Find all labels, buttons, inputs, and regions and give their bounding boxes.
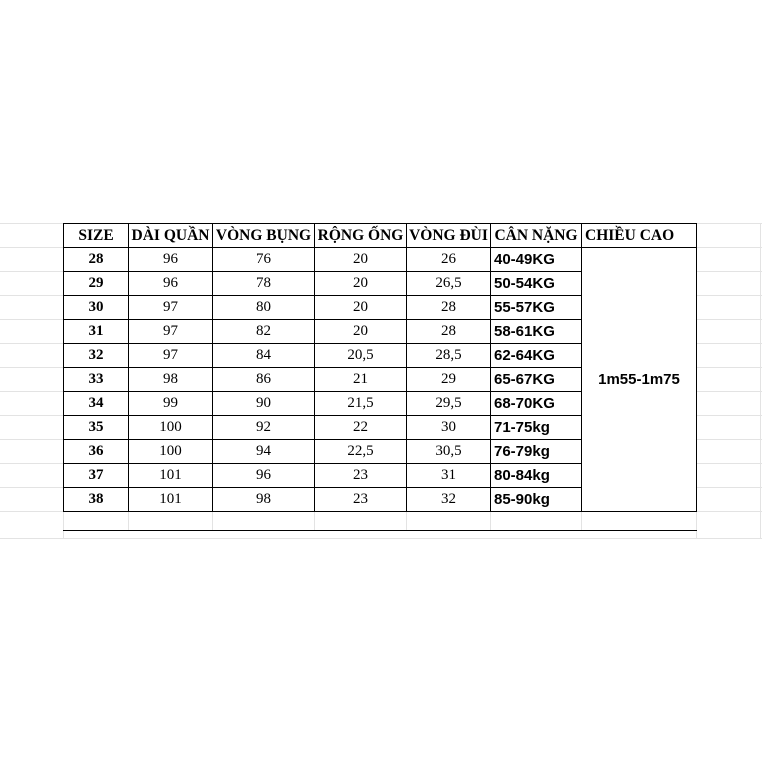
header-length: DÀI QUẦN <box>129 224 213 248</box>
cell-length: 97 <box>129 344 213 368</box>
empty-cell <box>407 512 491 531</box>
cell-leg-opening: 20 <box>315 248 407 272</box>
empty-cell <box>491 512 582 531</box>
cell-leg-opening: 20,5 <box>315 344 407 368</box>
cell-waist: 84 <box>213 344 315 368</box>
cell-size: 32 <box>64 344 129 368</box>
grid-line <box>760 223 761 539</box>
cell-length: 97 <box>129 320 213 344</box>
cell-size: 29 <box>64 272 129 296</box>
empty-cell <box>315 512 407 531</box>
cell-size: 34 <box>64 392 129 416</box>
header-weight: CÂN NẶNG <box>491 224 582 248</box>
header-thigh: VÒNG ĐÙI <box>407 224 491 248</box>
cell-thigh: 28,5 <box>407 344 491 368</box>
cell-size: 33 <box>64 368 129 392</box>
grid-line <box>0 538 762 539</box>
cell-size: 38 <box>64 488 129 512</box>
cell-leg-opening: 22 <box>315 416 407 440</box>
cell-waist: 90 <box>213 392 315 416</box>
cell-leg-opening: 20 <box>315 320 407 344</box>
cell-weight: 58-61KG <box>491 320 582 344</box>
cell-weight: 71-75kg <box>491 416 582 440</box>
cell-length: 96 <box>129 248 213 272</box>
cell-length: 100 <box>129 416 213 440</box>
cell-weight: 55-57KG <box>491 296 582 320</box>
empty-cell <box>64 512 129 531</box>
cell-size: 36 <box>64 440 129 464</box>
cell-waist: 98 <box>213 488 315 512</box>
empty-cell <box>129 512 213 531</box>
empty-cell <box>582 512 697 531</box>
empty-cell <box>213 512 315 531</box>
cell-waist: 92 <box>213 416 315 440</box>
cell-waist: 86 <box>213 368 315 392</box>
table-row <box>64 248 697 272</box>
cell-length: 100 <box>129 440 213 464</box>
cell-size: 28 <box>64 248 129 272</box>
cell-leg-opening: 21 <box>315 368 407 392</box>
cell-leg-opening: 23 <box>315 464 407 488</box>
size-chart-table <box>63 223 697 531</box>
cell-waist: 80 <box>213 296 315 320</box>
cell-leg-opening: 20 <box>315 296 407 320</box>
cell-length: 101 <box>129 488 213 512</box>
empty-row <box>64 512 697 531</box>
cell-weight: 50-54KG <box>491 272 582 296</box>
cell-size: 31 <box>64 320 129 344</box>
cell-thigh: 26 <box>407 248 491 272</box>
cell-weight: 68-70KG <box>491 392 582 416</box>
header-size: SIZE <box>64 224 129 248</box>
cell-waist: 94 <box>213 440 315 464</box>
header-waist: VÒNG BỤNG <box>213 224 315 248</box>
cell-length: 98 <box>129 368 213 392</box>
cell-thigh: 29,5 <box>407 392 491 416</box>
cell-thigh: 31 <box>407 464 491 488</box>
cell-length: 97 <box>129 296 213 320</box>
header-leg-opening: RỘNG ỐNG <box>315 224 407 248</box>
cell-thigh: 29 <box>407 368 491 392</box>
cell-length: 96 <box>129 272 213 296</box>
cell-weight: 62-64KG <box>491 344 582 368</box>
cell-weight: 80-84kg <box>491 464 582 488</box>
cell-height-merged: 1m55-1m75 <box>582 248 697 512</box>
cell-size: 35 <box>64 416 129 440</box>
cell-length: 99 <box>129 392 213 416</box>
cell-waist: 76 <box>213 248 315 272</box>
cell-waist: 96 <box>213 464 315 488</box>
cell-leg-opening: 21,5 <box>315 392 407 416</box>
cell-weight: 85-90kg <box>491 488 582 512</box>
cell-thigh: 30 <box>407 416 491 440</box>
cell-size: 37 <box>64 464 129 488</box>
cell-thigh: 30,5 <box>407 440 491 464</box>
cell-length: 101 <box>129 464 213 488</box>
table-header-row <box>64 224 697 248</box>
cell-weight: 65-67KG <box>491 368 582 392</box>
header-height: CHIỀU CAO <box>582 224 697 248</box>
cell-thigh: 28 <box>407 320 491 344</box>
cell-leg-opening: 20 <box>315 272 407 296</box>
cell-thigh: 28 <box>407 296 491 320</box>
cell-waist: 82 <box>213 320 315 344</box>
cell-leg-opening: 22,5 <box>315 440 407 464</box>
cell-weight: 40-49KG <box>491 248 582 272</box>
cell-size: 30 <box>64 296 129 320</box>
cell-thigh: 26,5 <box>407 272 491 296</box>
cell-leg-opening: 23 <box>315 488 407 512</box>
cell-waist: 78 <box>213 272 315 296</box>
cell-thigh: 32 <box>407 488 491 512</box>
cell-weight: 76-79kg <box>491 440 582 464</box>
